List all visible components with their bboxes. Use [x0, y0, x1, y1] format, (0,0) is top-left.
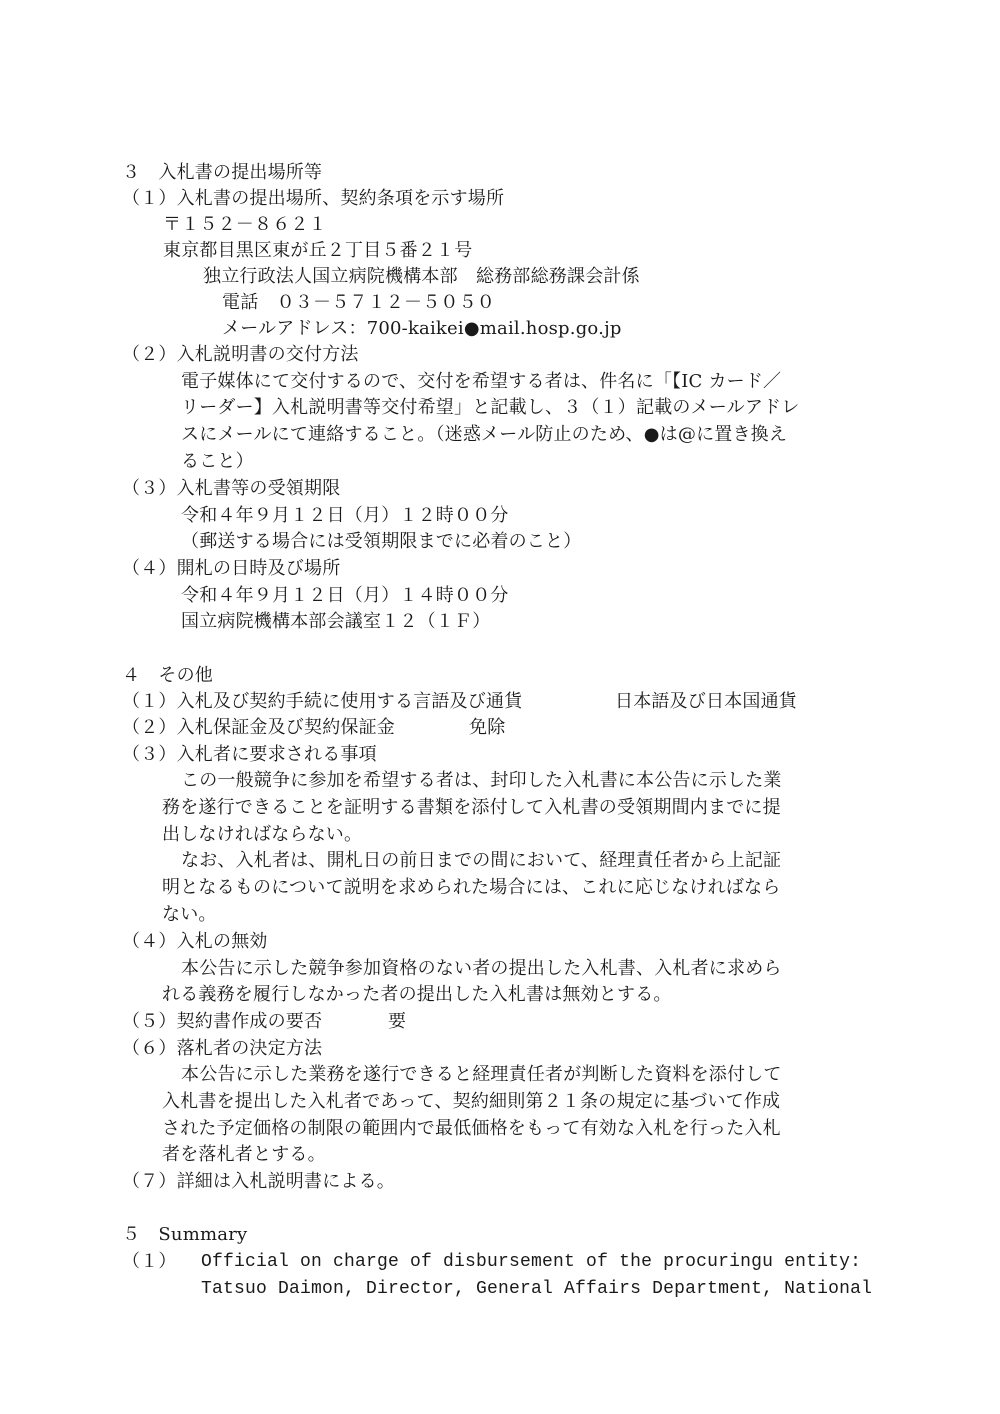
section-3-item-4-label: （４）開札の日時及び場所	[122, 558, 341, 579]
section-5-heading: ５ Summary	[122, 1224, 248, 1245]
summary-line: Official on charge of disbursement of the procuringu entity:	[201, 1252, 862, 1272]
text-line: 入札書を提出した入札者であって、契約細則第２１条の規定に基づいて作成	[162, 1091, 781, 1112]
section-4-item-1-label: （１）入札及び契約手続に使用する言語及び通貨	[122, 691, 523, 712]
text-line: この一般競争に参加を希望する者は、封印した入札書に本公告に示した業	[181, 770, 782, 791]
section-4-item-6-label: （６）落札者の決定方法	[122, 1038, 323, 1059]
text-line: 務を遂行できることを証明する書類を添付して入札書の受領期間内までに提	[162, 797, 781, 818]
text-line: された予定価格の制限の範囲内で最低価格をもって有効な入札を行った入札	[162, 1118, 781, 1139]
section-4-item-1-value: 日本語及び日本国通貨	[615, 691, 797, 712]
section-3-item-1-label: （１）入札書の提出場所、契約条項を示す場所	[122, 188, 505, 209]
summary-line: Tatsuo Daimon, Director, General Affairs Department, National	[201, 1279, 873, 1299]
section-5-item-1-label: （１）	[122, 1251, 177, 1272]
text-line: ない。	[162, 904, 217, 925]
section-3-item-3-label: （３）入札書等の受領期限	[122, 478, 341, 499]
section-3-heading: ３ 入札書の提出場所等	[122, 162, 323, 183]
phone: 電話 ０３－５７１２－５０５０	[222, 292, 495, 313]
section-4-heading: ４ その他	[122, 665, 213, 686]
deadline-date: 令和４年９月１２日（月）１２時００分	[181, 505, 509, 526]
deadline-note: （郵送する場合には受領期限までに必着のこと）	[181, 531, 582, 552]
section-4-item-7-label: （７）詳細は入札説明書による。	[122, 1171, 395, 1192]
text-line: リーダー】入札説明書等交付希望」と記載し、３（１）記載のメールアドレ	[181, 397, 800, 418]
section-4-item-5-value: 要	[388, 1011, 407, 1032]
address: 東京都目黒区東が丘２丁目５番２１号	[163, 240, 473, 261]
section-4-item-5-label: （５）契約書作成の要否	[122, 1011, 323, 1032]
opening-date: 令和４年９月１２日（月）１４時００分	[181, 585, 509, 606]
section-4-item-3-label: （３）入札者に要求される事項	[122, 744, 377, 765]
organization: 独立行政法人国立病院機構本部 総務部総務課会計係	[203, 266, 640, 287]
section-3-item-2-label: （２）入札説明書の交付方法	[122, 344, 359, 365]
text-line: 者を落札者とする。	[162, 1144, 326, 1165]
text-line: 本公告に示した業務を遂行できると経理責任者が判断した資料を添付して	[181, 1064, 782, 1085]
opening-place: 国立病院機構本部会議室１２（１Ｆ）	[181, 611, 491, 632]
text-line: 電子媒体にて交付するので、交付を希望する者は、件名に「【IC カード／	[181, 371, 782, 392]
text-line: れる義務を履行しなかった者の提出した入札書は無効とする。	[162, 984, 672, 1005]
section-4-item-4-label: （４）入札の無効	[122, 931, 268, 952]
postal-code: 〒１５２－８６２１	[163, 214, 327, 235]
text-line: なお、入札者は、開札日の前日までの間において、経理責任者から上記証	[181, 850, 782, 871]
text-line: 出しなければならない。	[162, 824, 363, 845]
text-line: スにメールにて連絡すること。（迷惑メール防止のため、●は@に置き換え	[181, 424, 788, 445]
text-line: 本公告に示した競争参加資格のない者の提出した入札書、入札者に求めら	[181, 958, 782, 979]
email: メールアドレス：700-kaikei●mail.hosp.go.jp	[222, 318, 622, 339]
text-line: 明となるものについて説明を求められた場合には、これに応じなければなら	[162, 877, 781, 898]
text-line: ること）	[181, 451, 254, 472]
section-4-item-2-value: 免除	[469, 717, 506, 738]
section-4-item-2-label: （２）入札保証金及び契約保証金	[122, 717, 395, 738]
